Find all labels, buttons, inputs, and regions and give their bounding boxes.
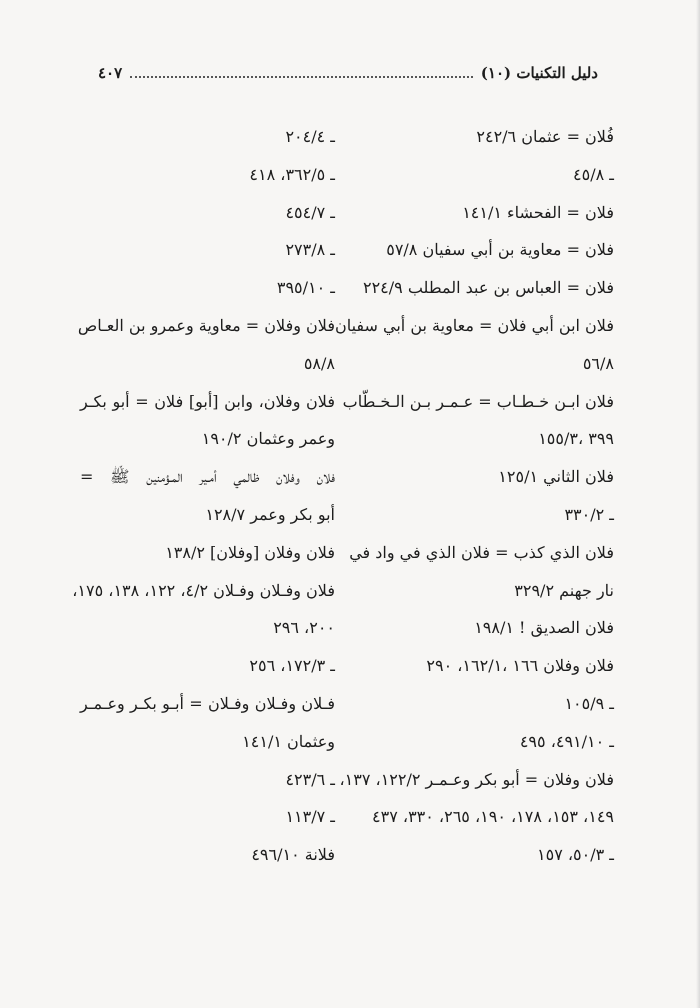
index-entry: فلان الثاني ١٢٥/١ [498, 467, 614, 487]
index-entry: ـ ٤٥٤/٧ [285, 202, 335, 222]
index-entry: ٢٠٠، ٢٩٦ [273, 618, 335, 638]
index-entry: فلان وفلان، وابن [أبو] فلان = أبو بكـر [80, 391, 335, 411]
index-entry: فلان وفلان = معاوية وعمرو بن العـاص [77, 315, 335, 335]
index-entry: ٣٩٩ ،١٥٥/٣ [538, 429, 614, 449]
index-entry: فلان ابـن خـطـاب = عـمـر بـن الـخـطّاب [342, 391, 614, 411]
index-entry: فلان = الفحشاء ١٤١/١ [462, 202, 614, 222]
index-entry: ١٤٩، ١٥٣، ١٧٨، ١٩٠، ٢٦٥، ٣٣٠، ٤٣٧ [372, 807, 614, 827]
index-column-right [334, 118, 614, 874]
index-entry: ٥٨/٨ [303, 353, 335, 373]
index-entry: ـ ١١٣/٧ [285, 807, 335, 827]
page-edge-shadow [696, 0, 700, 1008]
index-entry: ـ ٤٢٣/٦ [285, 769, 335, 789]
index-entry: ـ ٤٩١/١٠، ٤٩٥ [519, 731, 614, 751]
index-entry: نار جهنم ٣٢٩/٢ [514, 580, 614, 600]
index-entry: أبو بكر وعمر ١٢٨/٧ [205, 504, 335, 524]
index-entry: فلان وفـلان وفـلان ٤/٢، ١٢٢، ١٣٨، ١٧٥، [72, 580, 335, 600]
index-entry: فلان وفلان ١٦٦ ،١٦٢/١، ٢٩٠ [426, 656, 614, 676]
index-entry: ـ ١٠٥/٩ [564, 693, 614, 713]
index-entry: فلان ابن أبي فلان = معاوية بن أبي سفيان [334, 315, 614, 335]
index-entry: فلانة ٤٩٦/١٠ [251, 845, 335, 865]
index-entry: فلان وفلان = أبو بكر وعـمـر ١٢٢/٢، ١٣٧، [339, 769, 614, 789]
index-entry: فلان = العباس بن عبد المطلب ٢٢٤/٩ [362, 278, 614, 298]
index-entry: ـ ٣٩٥/١٠ [276, 278, 335, 298]
index-entry: وعثمان ١٤١/١ [242, 731, 335, 751]
index-entry: فلان الصديق ! ١٩٨/١ [474, 618, 614, 638]
index-entry: ـ ١٧٢/٣، ٢٥٦ [249, 656, 335, 676]
index-entry: ـ ٥٠/٣، ١٥٧ [537, 845, 614, 865]
page-number: ٤٠٧ [98, 64, 123, 82]
index-entry: ـ ٤٥/٨ [573, 164, 614, 184]
index-entry: ـ ٣٣٠/٢ [564, 504, 614, 524]
index-entry: فلان وفلان [وفلان] ١٣٨/٢ [165, 542, 335, 562]
index-column-left [72, 118, 335, 874]
index-entry: ـ ٢٧٣/٨ [285, 240, 335, 260]
index-entry: فـلان وفـلان وفـلان = أبـو بكـر وعـمـر [80, 693, 335, 713]
running-header [98, 64, 598, 88]
index-entry: ـ ٣٦٢/٥، ٤١٨ [249, 164, 335, 184]
index-entry: فُلان = عثمان ٢٤٢/٦ [476, 127, 614, 146]
header-title: دليل التكنيات (١٠) [480, 64, 598, 82]
index-entry: فلان الذي كذب = فلان الذي في واد في [349, 542, 614, 562]
header-dot-leader [130, 64, 473, 78]
index-entry: فلان وفلان ظالمي أمـير المـؤمنين ﷺ = [80, 467, 335, 487]
index-entry: وعمر وعثمان ١٩٠/٢ [201, 429, 335, 449]
index-entry: ـ ٢٠٤/٤ [285, 127, 335, 146]
index-entry: ٥٦/٨ [582, 353, 614, 373]
index-entry: فلان = معاوية بن أبي سفيان ٥٧/٨ [386, 240, 614, 260]
